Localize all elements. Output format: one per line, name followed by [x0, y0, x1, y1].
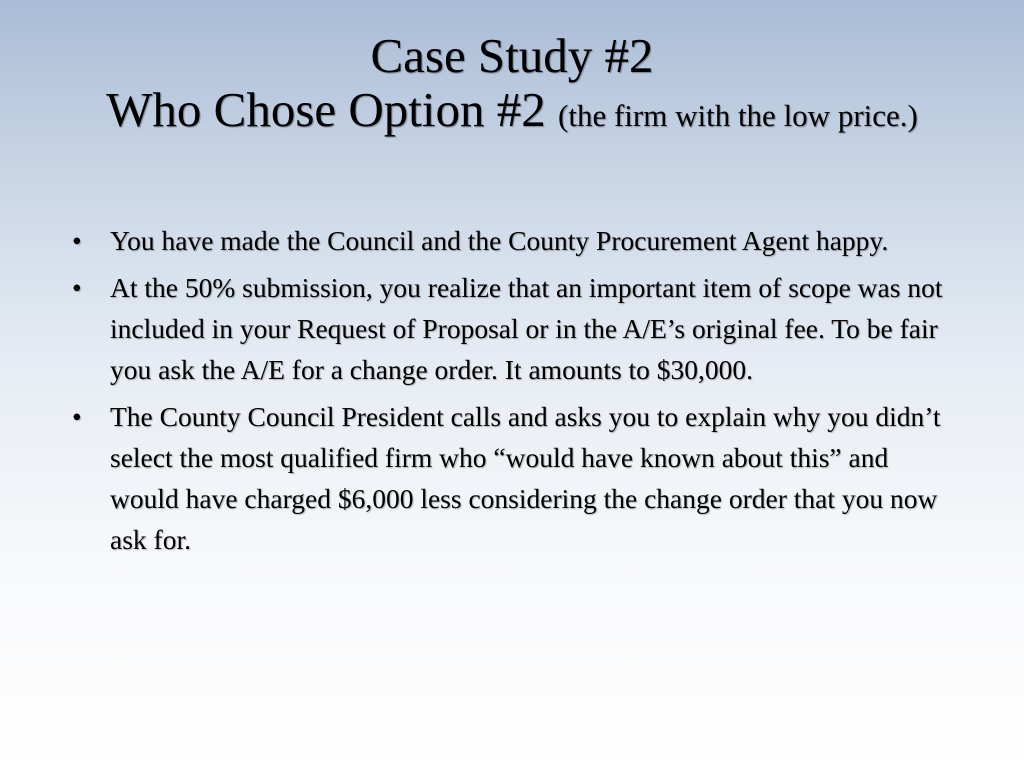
- title-note: (the firm with the low price.): [558, 98, 918, 133]
- title-line-2: Who Chose Option #2: [106, 82, 559, 137]
- bullet-marker: •: [72, 225, 82, 256]
- bullet-item: [70, 220, 950, 261]
- bullet-item: [70, 267, 950, 390]
- bullet-text: You have made the Council and the County Procurement Agent happy.: [110, 225, 889, 256]
- bullet-marker: •: [72, 401, 82, 432]
- bullet-item: [70, 396, 950, 560]
- bullet-text: The County Council President calls and asks you to explain why you didn’t select the most qualified firm who “would have known about this” and would have charged $6,000 less considering the change order that you now ask for.: [110, 401, 941, 555]
- title-line-1: Case Study #2: [370, 28, 654, 83]
- bullet-text: At the 50% submission, you realize that an important item of scope was not included in your Request of Proposal or in the A/E’s original fee. To be fair you ask the A/E for a change order. It amounts to $30,000.: [110, 272, 943, 385]
- bullet-list: [70, 220, 950, 566]
- bullet-marker: •: [72, 272, 82, 303]
- slide-title: [40, 30, 984, 138]
